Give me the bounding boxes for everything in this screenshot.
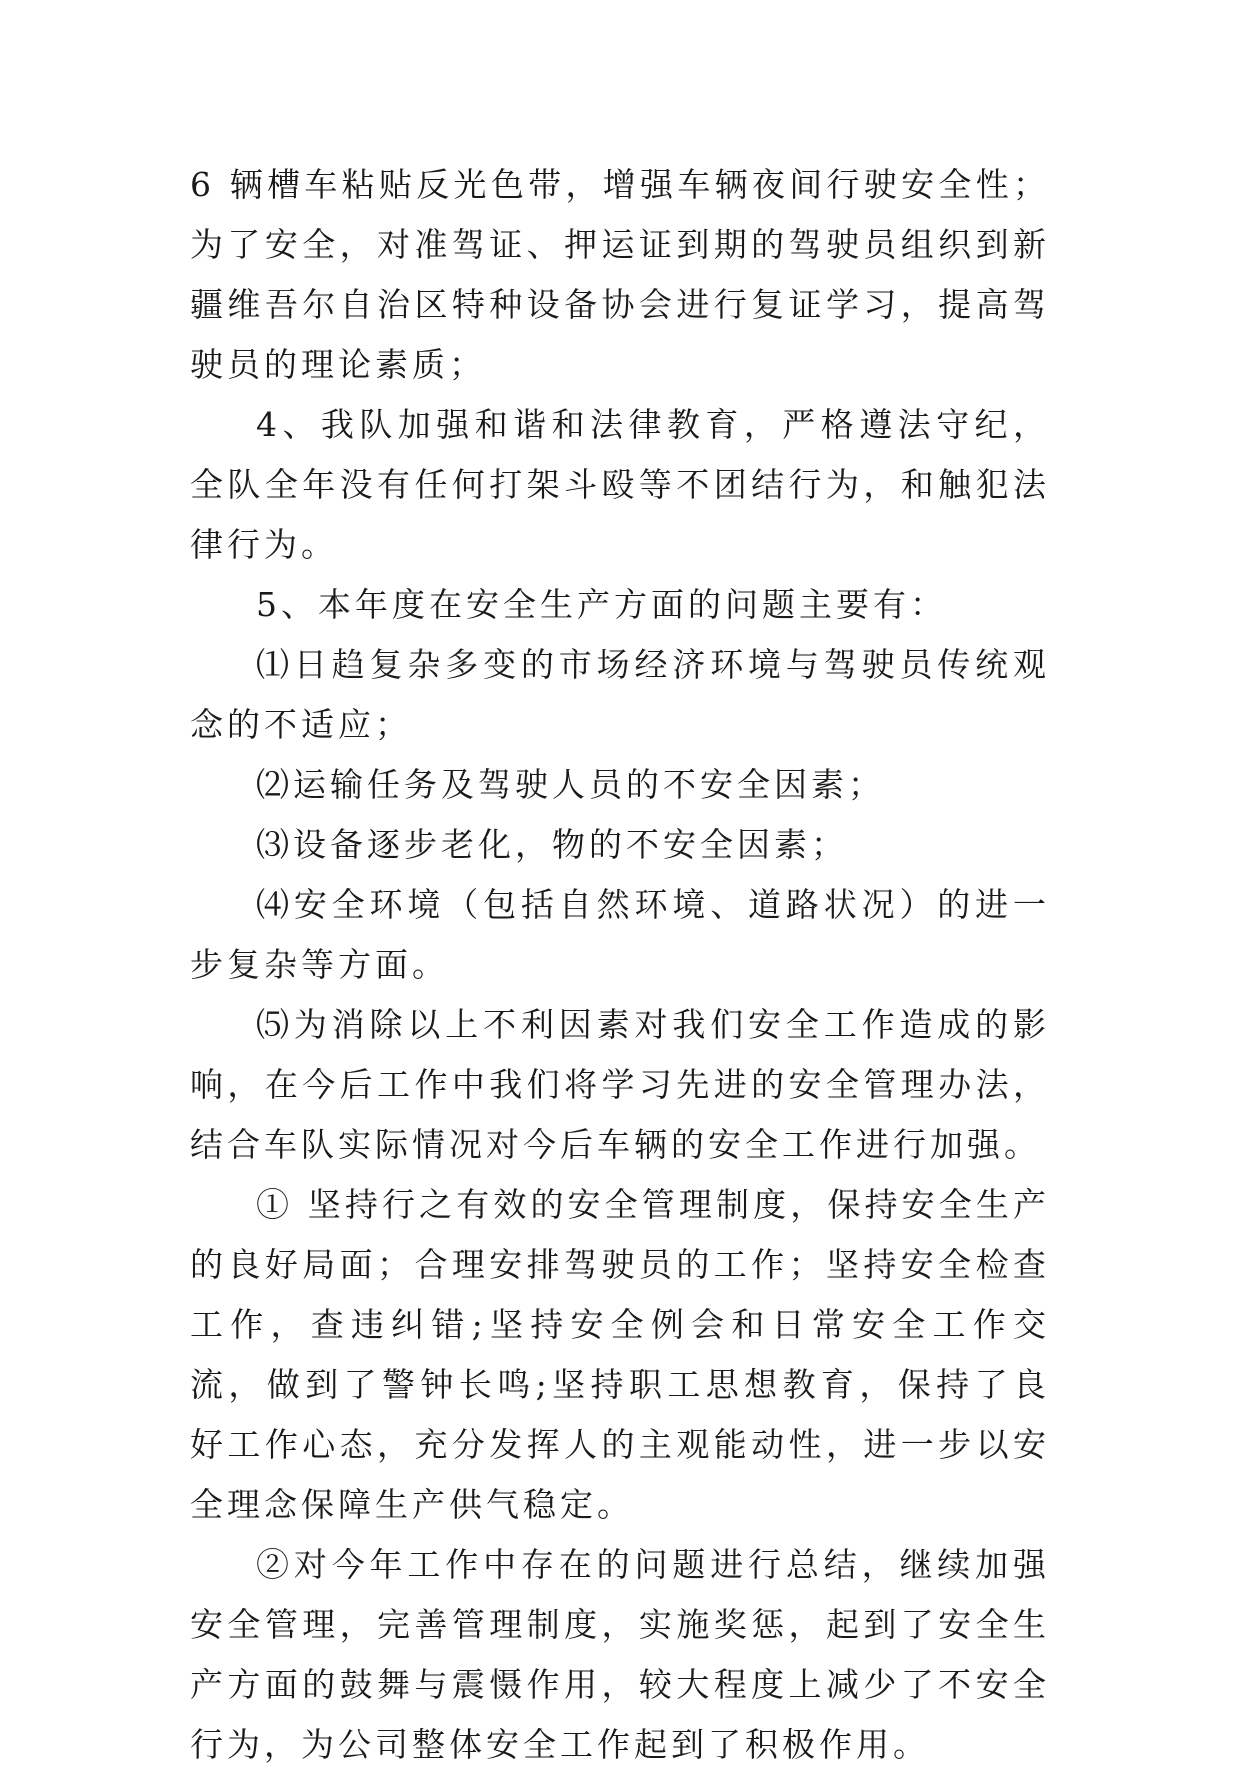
paragraph-2: 4、我队加强和谐和法律教育，严格遵法守纪，全队全年没有任何打架斗殴等不团结行为，和触犯法律行为。 — [190, 405, 1050, 564]
document-body — [190, 155, 1050, 1775]
paragraph-4: ⑴日趋复杂多变的市场经济环境与驾驶员传统观念的不适应； — [190, 645, 1050, 744]
paragraph-10: ②对今年工作中存在的问题进行总结，继续加强安全管理，完善管理制度，实施奖惩，起到了安全生产方面的鼓舞与震慑作用，较大程度上减少了不安全行为，为公司整体安全工作起到了积极作用。 — [190, 1545, 1050, 1764]
paragraph-7: ⑷安全环境（包括自然环境、道路状况）的进一步复杂等方面。 — [190, 885, 1050, 984]
paragraph-3: 5、本年度在安全生产方面的问题主要有： — [256, 585, 947, 624]
paragraph-8: ⑸为消除以上不利因素对我们安全工作造成的影响，在今后工作中我们将学习先进的安全管理办法，结合车队实际情况对今后车辆的安全工作进行加强。 — [190, 1005, 1050, 1164]
paragraph-5: ⑵运输任务及驾驶人员的不安全因素； — [256, 765, 885, 804]
paragraph-1: 6 辆槽车粘贴反光色带，增强车辆夜间行驶安全性；为了安全，对准驾证、押运证到期的驾驶员组织到新疆维吾尔自治区特种设备协会进行复证学习，提高驾驶员的理论素质； — [190, 165, 1050, 384]
paragraph-6: ⑶设备逐步老化，物的不安全因素； — [256, 825, 848, 864]
paragraph-9: ① 坚持行之有效的安全管理制度，保持安全生产的良好局面；合理安排驾驶员的工作；坚持安全检查工作，查违纠错;坚持安全例会和日常安全工作交流，做到了警钟长鸣;坚持职工思想教育，保持了良好工作心态，充分发挥人的主观能动性，进一步以安全理念保障生产供气稳定。 — [190, 1185, 1050, 1524]
